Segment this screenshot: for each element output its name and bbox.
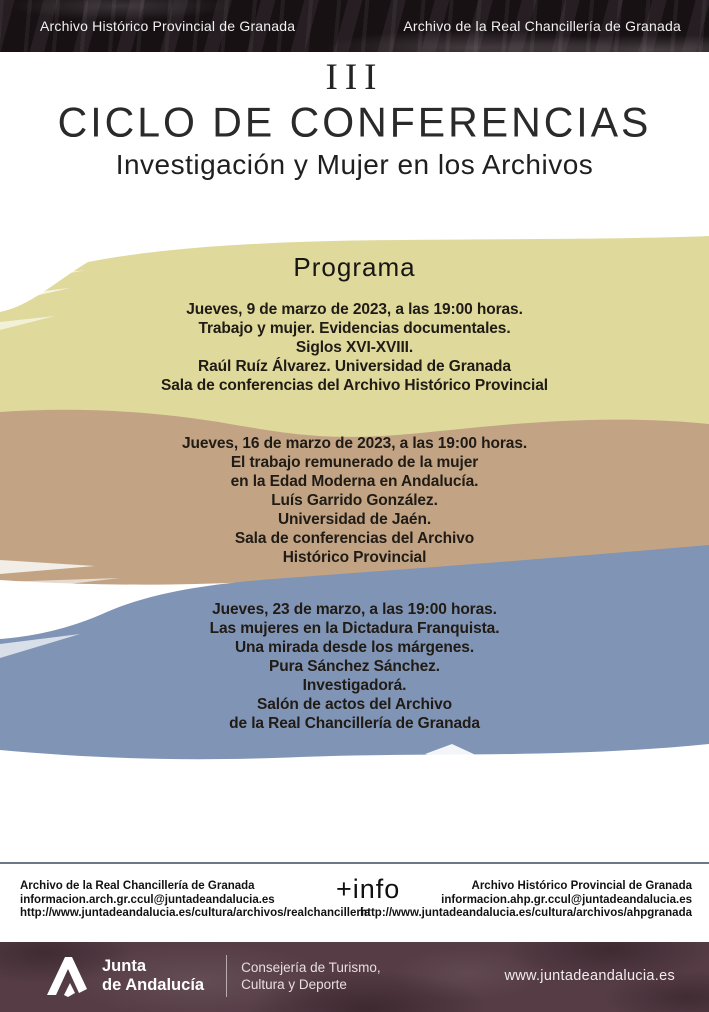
junta-brand: [44, 953, 381, 999]
contact-provincial-title: Archivo Histórico Provincial de Granada: [471, 880, 692, 892]
event-1-title2: Siglos XVI-XVIII.: [295, 339, 414, 356]
archive-provincial-label: Archivo Histórico Provincial de Granada: [40, 18, 296, 34]
event-3-venue: Salón de actos del Archivo: [257, 696, 452, 713]
contact-footer: [0, 862, 709, 942]
poster-title: CICLO DE CONFERENCIAS: [57, 98, 652, 146]
archive-chancilleria-label: Archivo de la Real Chancillería de Granada: [403, 18, 681, 34]
contact-provincial-email: informacion.ahp.gr.ccul@juntadeandalucia.es: [441, 893, 692, 906]
event-1-speaker: Raúl Ruíz Álvarez. Universidad de Granada: [198, 358, 511, 375]
event-2-title: El trabajo remunerado de la mujer: [230, 454, 479, 471]
event-2-datetime: Jueves, 16 de marzo de 2023, a las 19:00 horas.: [181, 435, 528, 452]
top-archives-bar: [0, 0, 709, 52]
junta-wordmark: [102, 957, 204, 995]
event-1-block: [0, 300, 709, 395]
event-3-block: [0, 600, 709, 733]
poster-subtitle: Investigación y Mujer en los Archivos: [115, 149, 594, 180]
event-3-datetime: Jueves, 23 de marzo, a las 19:00 horas.: [212, 601, 497, 618]
edition-numeral: III: [325, 57, 384, 98]
event-1-title: Trabajo y mujer. Evidencias documentales.: [198, 320, 511, 337]
event-3-title2: Una mirada desde los márgenes.: [234, 639, 475, 656]
event-3-title: Las mujeres en la Dictadura Franquista.: [209, 620, 500, 637]
department-line1: Consejería de Turismo,: [241, 960, 381, 975]
junta-wordmark-line1: Junta: [102, 957, 147, 975]
junta-andalucia-logo-icon: [44, 953, 90, 999]
program-heading: Programa: [293, 252, 416, 282]
event-2-affiliation: Universidad de Jaén.: [277, 511, 432, 528]
more-info-label: +info: [336, 874, 401, 904]
event-2-title2: en la Edad Moderna en Andalucía.: [230, 473, 479, 490]
event-3-speaker: Pura Sánchez Sánchez.: [268, 658, 441, 675]
event-2-speaker: Luís Garrido González.: [271, 492, 438, 509]
event-1-venue: Sala de conferencias del Archivo Histórico Provincial: [161, 377, 548, 394]
government-bar: [0, 942, 709, 1012]
event-3-venue2: de la Real Chancillería de Granada: [229, 715, 480, 732]
junta-website-url: www.juntadeandalucia.es: [504, 968, 675, 984]
contact-chancilleria-email: informacion.arch.gr.ccul@juntadeandalucia.es: [20, 893, 275, 906]
department-name: [241, 959, 381, 993]
junta-wordmark-line2: de Andalucía: [102, 976, 205, 994]
contact-provincial: [360, 880, 692, 921]
contact-chancilleria: [20, 880, 370, 921]
event-2-venue: Sala de conferencias del Archivo: [234, 530, 475, 547]
event-2-venue2: Histórico Provincial: [282, 549, 427, 566]
program-section: [0, 230, 709, 862]
event-1-datetime: Jueves, 9 de marzo de 2023, a las 19:00 horas.: [186, 301, 523, 318]
department-line2: Cultura y Deporte: [241, 977, 347, 992]
event-2-block: [0, 434, 709, 567]
contact-chancilleria-url: http://www.juntadeandalucia.es/cultura/archivos/realchancilleria: [20, 907, 371, 919]
contact-provincial-url: http://www.juntadeandalucia.es/cultura/archivos/ahpgranada: [360, 907, 692, 919]
contact-chancilleria-title: Archivo de la Real Chancillería de Granada: [20, 880, 255, 892]
event-3-affiliation: Investigadorá.: [302, 677, 407, 694]
brand-divider: [226, 955, 227, 997]
